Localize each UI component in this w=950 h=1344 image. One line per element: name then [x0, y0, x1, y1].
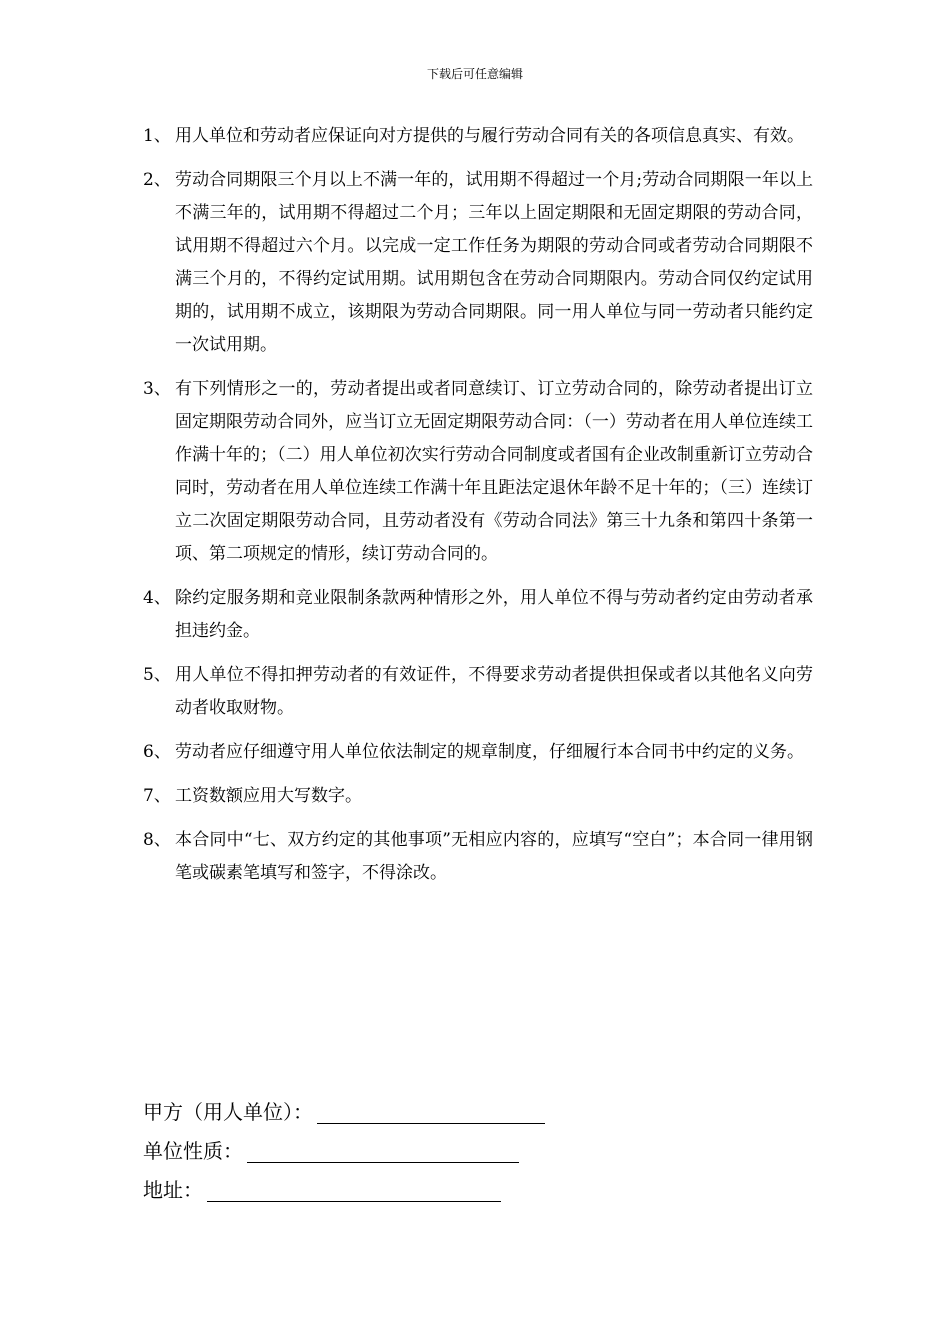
clause-text: 劳动者应仔细遵守用人单位依法制定的规章制度，仔细履行本合同书中约定的义务。 — [175, 742, 804, 762]
unit-nature-blank[interactable] — [247, 1134, 519, 1163]
clause-text: 劳动合同期限三个月以上不满一年的，试用期不得超过一个月;劳动合同期限一年以上不满三年的，试用期不得超过二个月；三年以上固定期限和无固定期限的劳动合同，试用期不得超过六个月。以完成一定工作任务为期限的劳动合同或者劳动合同期限不满三个月的，不得约定试用期。试用期包含在劳动合同期限内。劳动合同仅约定试用期的，试用期不成立，该期限为劳动合同期限。同一用人单位与同一劳动者只能约定一次试用期。 — [175, 170, 813, 355]
clause-6 — [143, 736, 813, 769]
clause-2 — [143, 164, 813, 362]
clause-number: 5、 — [143, 665, 171, 685]
clause-3 — [143, 373, 813, 571]
address-blank[interactable] — [207, 1173, 501, 1202]
clause-number: 1、 — [143, 126, 171, 146]
address-field — [143, 1170, 813, 1209]
unit-nature-field — [143, 1131, 813, 1170]
clause-number: 6、 — [143, 742, 171, 762]
clause-text: 用人单位和劳动者应保证向对方提供的与履行劳动合同有关的各项信息真实、有效。 — [175, 126, 804, 146]
clause-number: 8、 — [143, 830, 171, 850]
clause-number: 7、 — [143, 786, 171, 806]
party-a-blank[interactable] — [317, 1095, 545, 1124]
clause-5 — [143, 659, 813, 725]
clause-text: 本合同中“七、双方约定的其他事项”无相应内容的，应填写“空白”；本合同一律用钢笔或碳素笔填写和签字，不得涂改。 — [175, 830, 813, 883]
clause-text: 有下列情形之一的，劳动者提出或者同意续订、订立劳动合同的，除劳动者提出订立固定期限劳动合同外，应当订立无固定期限劳动合同：（一）劳动者在用人单位连续工作满十年的；（二）用人单位初次实行劳动合同制度或者国有企业改制重新订立劳动合同时，劳动者在用人单位连续工作满十年且距法定退休年龄不足十年的；（三）连续订立二次固定期限劳动合同，且劳动者没有《劳动合同法》第三十九条和第四十条第一项、第二项规定的情形，续订劳动合同的。 — [175, 379, 813, 564]
clause-text: 用人单位不得扣押劳动者的有效证件，不得要求劳动者提供担保或者以其他名义向劳动者收取财物。 — [175, 665, 813, 718]
clause-text: 除约定服务期和竞业限制条款两种情形之外，用人单位不得与劳动者约定由劳动者承担违约金。 — [175, 588, 813, 641]
page-header: 下载后可任意编辑 — [426, 67, 523, 81]
clause-4 — [143, 582, 813, 648]
unit-nature-label: 单位性质： — [143, 1139, 243, 1163]
clause-text: 工资数额应用大写数字。 — [175, 786, 362, 806]
clause-8 — [143, 824, 813, 890]
clause-number: 2、 — [143, 170, 171, 190]
clause-1 — [143, 120, 813, 153]
signature-fields — [143, 1092, 813, 1209]
clause-list — [143, 120, 813, 901]
clause-number: 4、 — [143, 588, 171, 608]
party-a-field — [143, 1092, 813, 1131]
party-a-label: 甲方（用人单位）： — [143, 1100, 313, 1124]
clause-7 — [143, 780, 813, 813]
clause-number: 3、 — [143, 379, 171, 399]
address-label: 地址： — [143, 1178, 203, 1202]
